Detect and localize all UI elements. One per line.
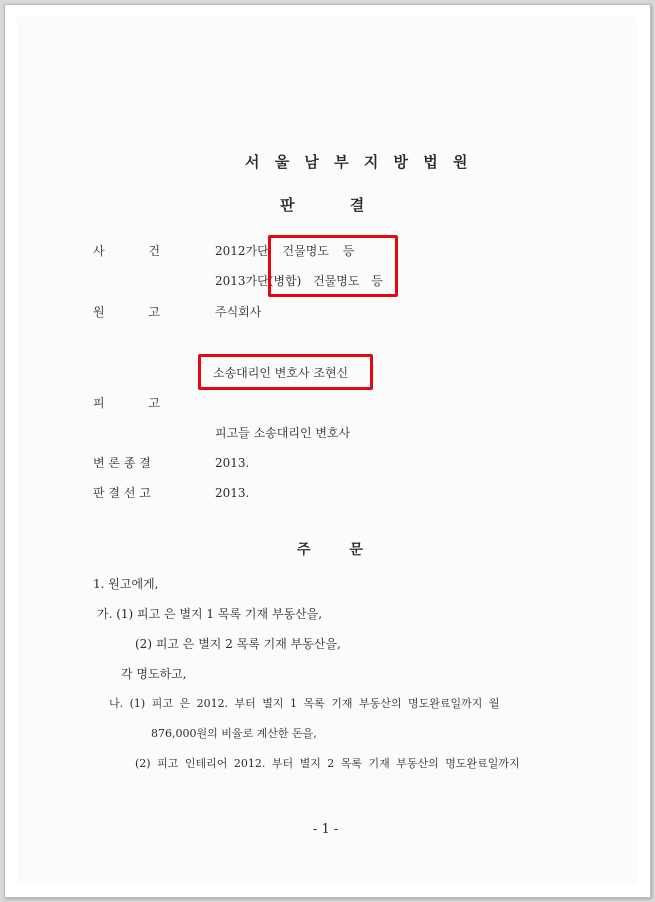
order-line: (2) 피고 은 별지 2 목록 기재 부동산을,	[135, 637, 341, 651]
judgment-date-label: 판 결 선 고	[93, 486, 151, 500]
order-line: 1. 원고에게,	[93, 577, 159, 591]
closing-label: 변 론 종 결	[93, 456, 151, 470]
document-title: 판 결	[280, 196, 365, 214]
document-frame	[4, 4, 651, 898]
order-line: (2) 피고 인테리어 2012. 부터 별지 2 목록 기재 부동산의 명도완료일까지	[135, 757, 520, 770]
order-line: 각 명도하고,	[121, 667, 187, 681]
court-name: 서 울 남 부 지 방 법 원	[245, 153, 473, 171]
judgment-date-value: 2013.	[215, 486, 250, 500]
plaintiff-counsel: 소송대리인 변호사 조현신	[213, 366, 349, 380]
defendant-label: 피 고	[93, 396, 160, 410]
order-line: 876,000원의 비율로 계산한 돈을,	[151, 727, 317, 740]
defendant-counsel: 피고들 소송대리인 변호사	[215, 426, 351, 440]
page-number: - 1 -	[313, 822, 339, 837]
order-title: 주 문	[297, 542, 363, 558]
plaintiff-label: 원 고	[93, 305, 160, 319]
case-line-1: 2012가단 건물명도 등	[215, 244, 355, 258]
plaintiff-value: 주식회사	[215, 305, 262, 319]
closing-value: 2013.	[215, 456, 250, 470]
case-label: 사 건	[93, 244, 160, 258]
document-page	[17, 17, 637, 885]
order-line: 가. (1) 피고 은 별지 1 목록 기재 부동산을,	[97, 607, 323, 621]
order-line: 나. (1) 피고 은 2012. 부터 별지 1 목록 기재 부동산의 명도완료일까지 월	[109, 697, 500, 710]
case-line-2: 2013가단(병합) 건물명도 등	[215, 274, 383, 288]
